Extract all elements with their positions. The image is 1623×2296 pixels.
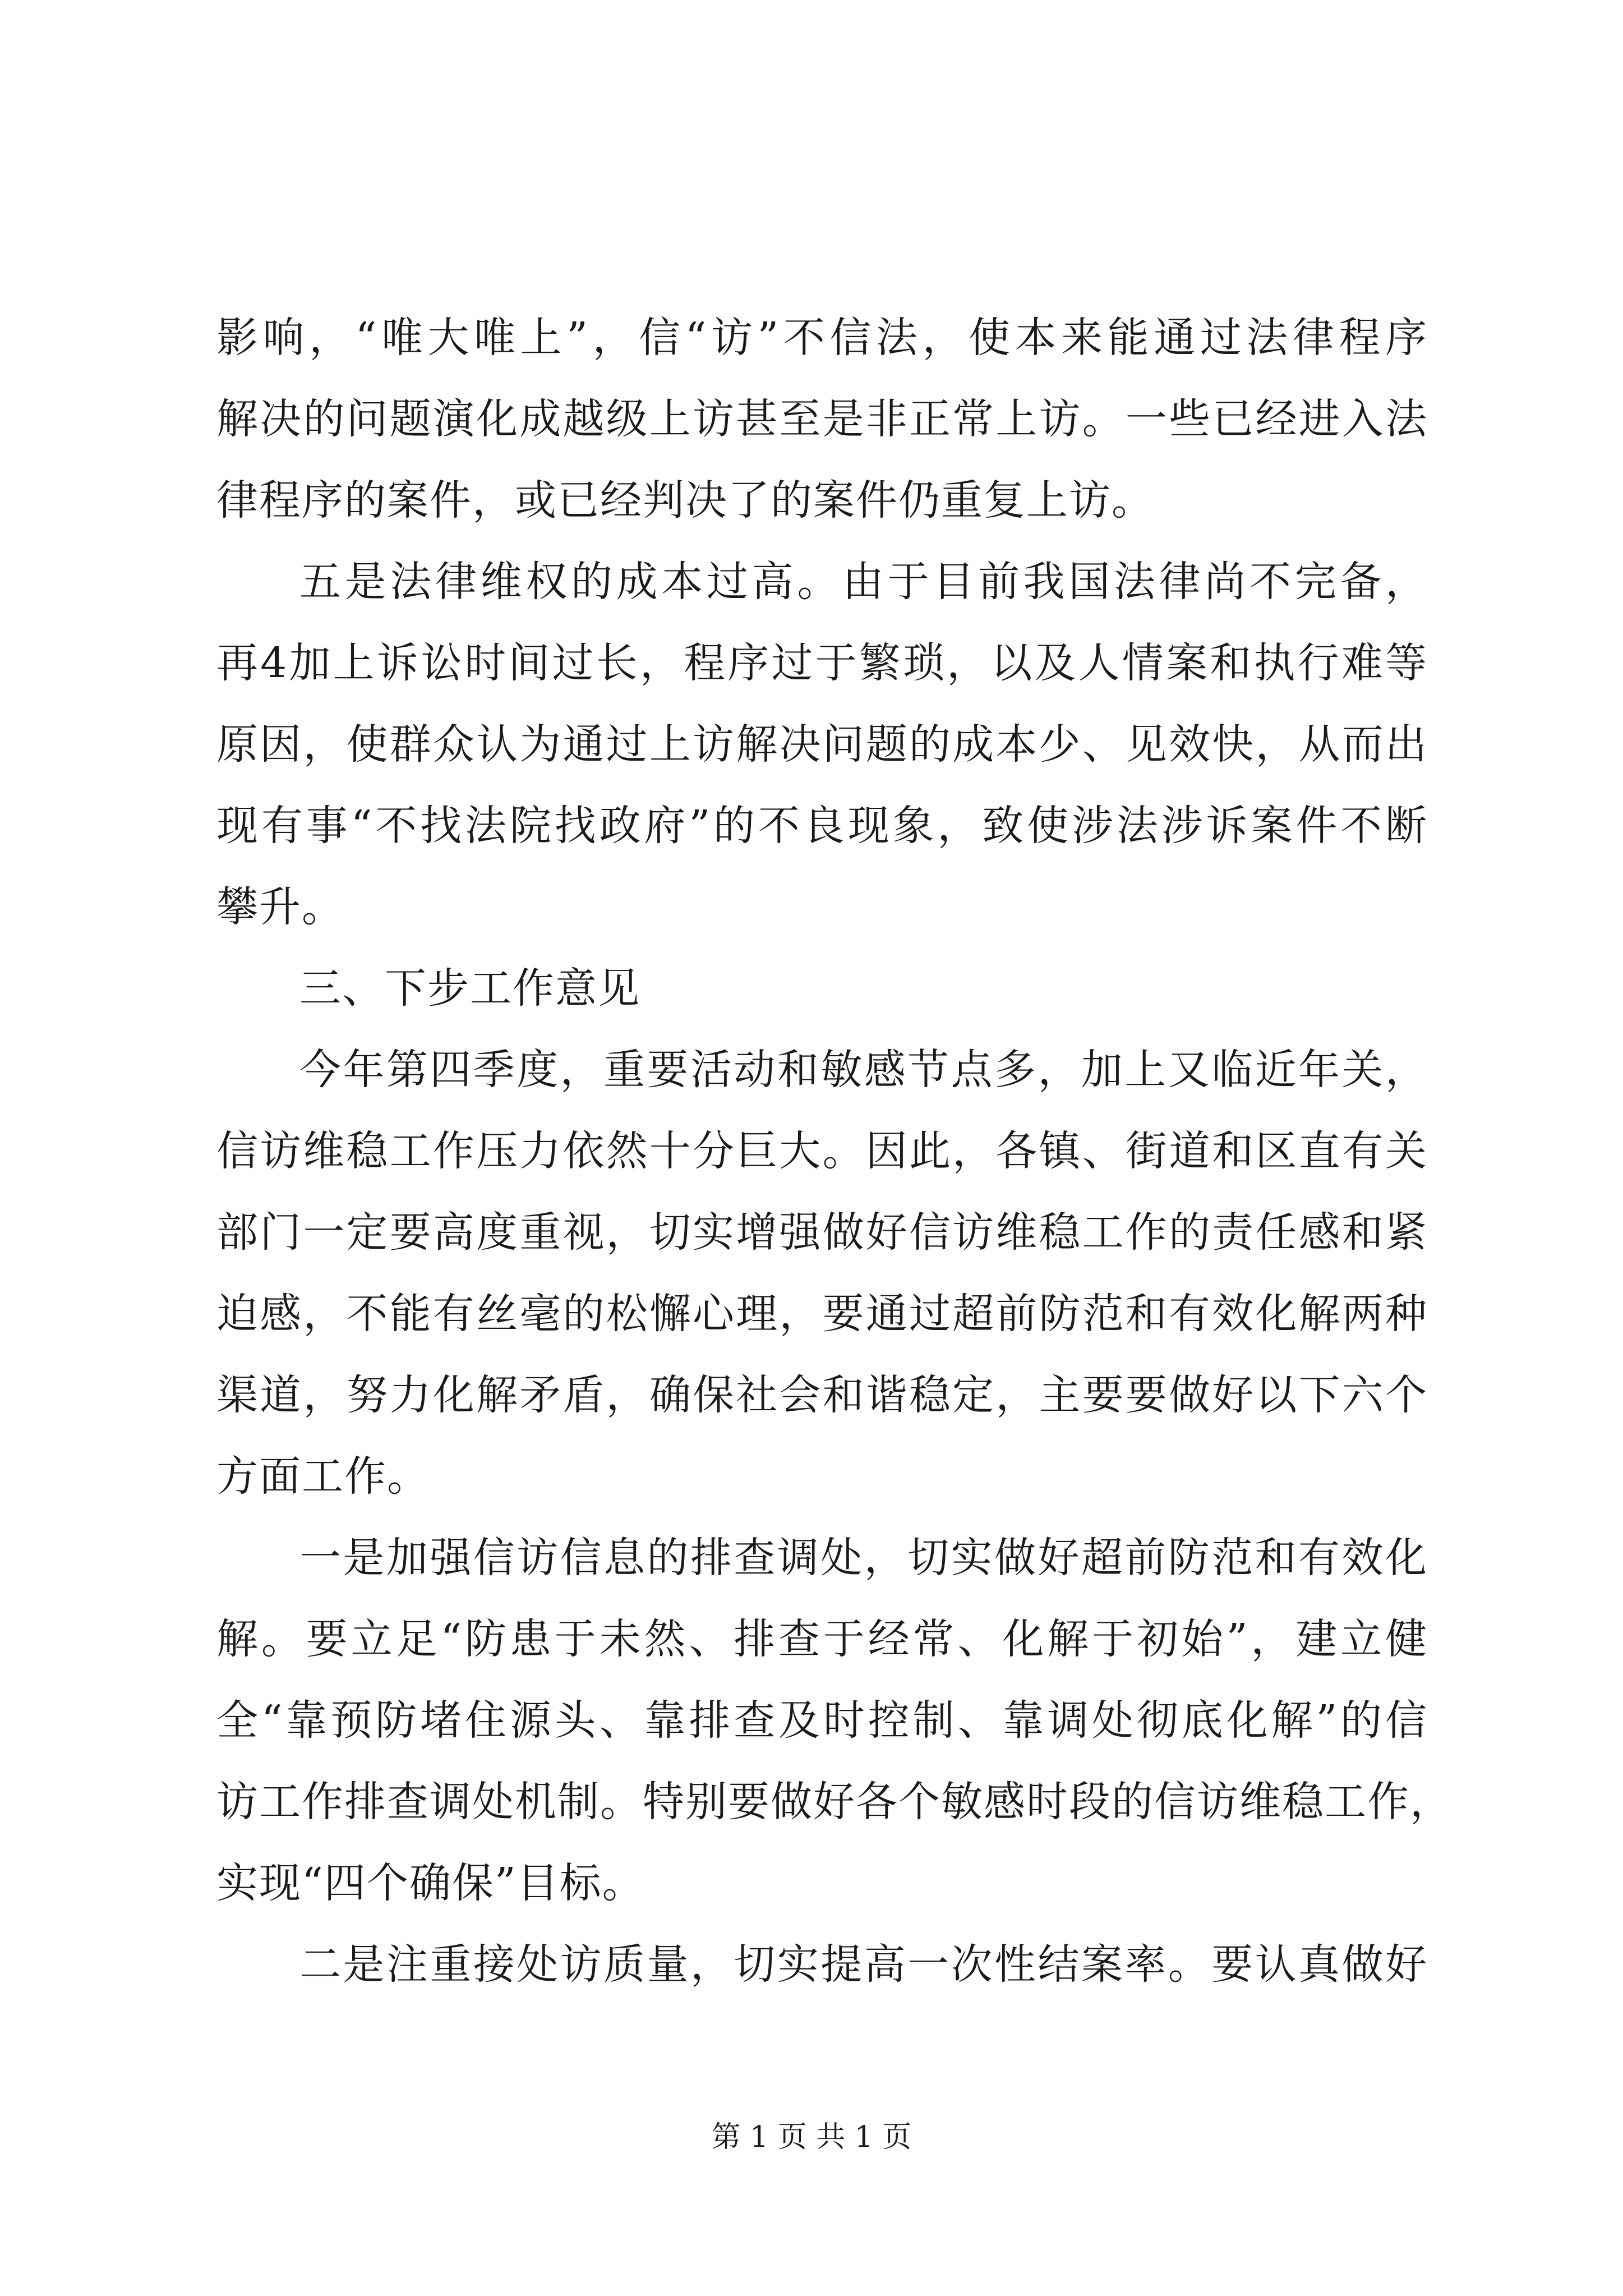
text-line: 五是法律维权的成本过高。由于目前我国法律尚不完备， xyxy=(299,558,1428,606)
text-line: 现有事“不找法院找政府”的不良现象，致使涉法涉诉案件不断 xyxy=(216,802,1428,850)
text-line: 今年第四季度，重要活动和敏感节点多，加上又临近年关， xyxy=(299,1046,1428,1094)
document-body xyxy=(216,297,1453,2005)
text-line: 一是加强信访信息的排查调处，切实做好超前防范和有效化 xyxy=(299,1534,1428,1582)
text-line: 律程序的案件，或已经判决了的案件仍重复上访。 xyxy=(216,476,1154,524)
text-line: 方面工作。 xyxy=(216,1452,430,1501)
text-line: 原因，使群众认为通过上访解决问题的成本少、见效快，从而出 xyxy=(216,720,1428,769)
text-line: 二是注重接处访质量，切实提高一次性结案率。要认真做好 xyxy=(299,1940,1428,1989)
text-line: 再4加上诉讼时间过长，程序过于繁琐，以及人情案和执行难等 xyxy=(216,639,1428,687)
text-line: 访工作排查调处机制。特别要做好各个敏感时段的信访维稳工作， xyxy=(216,1778,1453,1826)
text-line: 解决的问题演化成越级上访甚至是非正常上访。一些已经进入法 xyxy=(216,395,1428,443)
text-line: 解。要立足“防患于未然、排查于经常、化解于初始”，建立健 xyxy=(216,1615,1428,1663)
text-line: 三、下步工作意见 xyxy=(299,964,640,1013)
text-line: 部门一定要高度重视，切实增强做好信访维稳工作的责任感和紧 xyxy=(216,1208,1428,1257)
text-line: 全“靠预防堵住源头、靠排查及时控制、靠调处彻底化解”的信 xyxy=(216,1696,1428,1745)
text-line: 攀升。 xyxy=(216,883,344,931)
text-line: 迫感，不能有丝毫的松懈心理，要通过超前防范和有效化解两种 xyxy=(216,1290,1428,1338)
text-line: 影响，“唯大唯上”，信“访”不信法，使本来能通过法律程序 xyxy=(216,314,1428,362)
text-line: 实现“四个确保”目标。 xyxy=(216,1859,645,1907)
page-footer: 第 1 页 共 1 页 xyxy=(711,2120,912,2154)
text-line: 信访维稳工作压力依然十分巨大。因此，各镇、街道和区直有关 xyxy=(216,1127,1428,1175)
text-line: 渠道，努力化解矛盾，确保社会和谐稳定，主要要做好以下六个 xyxy=(216,1371,1428,1419)
